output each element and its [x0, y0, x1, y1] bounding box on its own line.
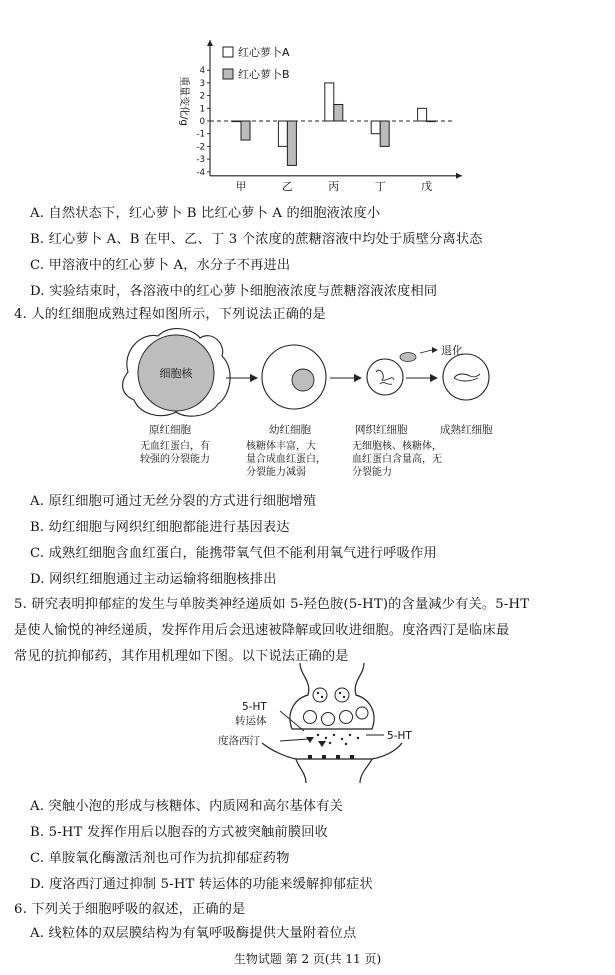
- y-axis-arrow: [207, 40, 213, 46]
- transporter-label-2: 转运体: [235, 715, 267, 727]
- bar: [278, 121, 287, 146]
- q3-option-d: D. 实验结束时，各溶液中的红心萝卜细胞液浓度与蔗糖溶液浓度相同: [30, 284, 438, 299]
- desc-reticulocyte: 无细胞核、核糖体， 血红蛋白含量高，无 分裂能力: [352, 441, 442, 478]
- x-tick-label: 乙: [281, 179, 293, 193]
- cell-label-reticulocyte: 网织红细胞: [355, 424, 408, 436]
- q3-option-a: A. 自然状态下，红心萝卜 B 比红心萝卜 A 的细胞液浓度小: [30, 206, 381, 221]
- synapse-diagram: [0, 655, 615, 785]
- y-tick-label: -3: [196, 155, 205, 166]
- x-axis-arrow: [456, 173, 462, 179]
- desc-erythroblast: 核糖体丰富，大 量合成血红蛋白， 分裂能力减弱: [246, 441, 326, 478]
- expelled-nucleus: [400, 353, 416, 362]
- q6-option-a: A. 线粒体的双层膜结构为有氧呼吸酶提供大量附着位点: [30, 926, 357, 941]
- desc-proerythroblast: 无血红蛋白，有 较强的分裂能力: [140, 441, 210, 465]
- q5-option-a: A. 突触小泡的形成与核糖体、内质网和高尔基体有关: [30, 799, 344, 814]
- nucleus-label: 细胞核: [159, 367, 193, 380]
- q5-stem-line-2: 是使人愉悦的神经递质，发挥作用后会迅速被降解或回收进细胞。度洛西汀是临床最: [14, 623, 510, 638]
- bar: [325, 83, 334, 121]
- legend-label: 红心萝卜A: [238, 46, 290, 59]
- q6-stem: 6. 下列关于细胞呼吸的叙述，正确的是: [14, 902, 246, 917]
- cell-label-proerythroblast: 原红细胞: [149, 424, 191, 436]
- q5-option-d: D. 度洛西汀通过抑制 5-HT 转运体的功能来缓解抑郁症状: [30, 877, 373, 892]
- y-tick-label: -4: [196, 167, 205, 178]
- x-tick-label: 丁: [374, 179, 386, 193]
- y-tick-label: 0: [199, 117, 205, 127]
- red-cell-maturation-diagram: [0, 320, 615, 430]
- y-axis-label: 重量变化/g: [178, 76, 189, 126]
- q4-option-c: C. 成熟红细胞含血红蛋白，能携带氧气但不能利用氧气进行呼吸作用: [30, 546, 437, 561]
- legend-swatch: [223, 47, 233, 57]
- y-tick-label: -2: [196, 142, 205, 153]
- x-tick-label: 丙: [328, 179, 340, 193]
- q5-stem-line-1: 5. 研究表明抑郁症的发生与单胺类神经递质如 5-羟色胺(5-HT)的含量减少有关。5-HT: [14, 597, 530, 612]
- legend-label: 红心萝卜B: [238, 68, 290, 81]
- arrow-icon: [432, 347, 438, 353]
- chart-bars: [232, 83, 436, 166]
- bar: [418, 108, 427, 121]
- q4-option-b: B. 幼红细胞与网织红细胞都能进行基因表达: [30, 520, 290, 535]
- chart-legend: [223, 45, 290, 81]
- q5-option-c: C. 单胺氧化酶激活剂也可作为抗抑郁症药物: [30, 851, 290, 866]
- arrow-icon: [354, 374, 362, 382]
- postsynaptic-membrane: [262, 743, 402, 759]
- degeneration-label: 退化: [441, 344, 463, 357]
- duloxetine-label: 度洛西汀: [218, 735, 260, 747]
- duloxetine-marker: [306, 737, 314, 743]
- 5ht-label: 5-HT: [387, 730, 412, 742]
- synaptic-vesicles: [304, 688, 369, 726]
- bar: [427, 121, 436, 122]
- page-footer: 生物试题 第 2 页(共 11 页): [233, 952, 382, 966]
- q4-stem: 4. 人的红细胞成熟过程如图所示，下列说法正确的是: [14, 307, 326, 322]
- bar: [232, 121, 241, 122]
- mature-rbc: [443, 354, 489, 400]
- q5-stem-line-3: 常见的抗抑郁药，其作用机理如下图。以下说法正确的是: [14, 649, 349, 664]
- q3-option-b: B. 红心萝卜 A、B 在甲、乙、丁 3 个浓度的蔗糖溶液中均处于质壁分离状态: [30, 232, 483, 247]
- bar: [334, 104, 343, 121]
- erythroblast-nucleus: [292, 369, 314, 391]
- x-tick-label: 戊: [421, 179, 433, 193]
- reticulocyte-cell: [367, 359, 403, 395]
- q5-option-b: B. 5-HT 发挥作用后以胞吞的方式被突触前膜回收: [30, 825, 328, 840]
- cell-label-erythroblast: 幼红细胞: [269, 424, 311, 436]
- cell-label-mature-rbc: 成熟红细胞: [440, 424, 493, 436]
- bar: [371, 121, 380, 134]
- y-tick-label: 2: [199, 91, 205, 102]
- q3-option-c: C. 甲溶液中的红心萝卜 A，水分子不再进出: [30, 258, 291, 273]
- y-tick-label: 4: [199, 66, 205, 77]
- transporter-label-1: 5-HT: [242, 701, 267, 713]
- chart-labels: [178, 66, 432, 193]
- x-tick-label: 甲: [235, 179, 247, 193]
- bar-chart: [0, 0, 615, 200]
- q4-option-a: A. 原红细胞可通过无丝分裂的方式进行细胞增殖: [30, 494, 317, 509]
- y-tick-label: 3: [199, 78, 205, 89]
- bar: [241, 121, 250, 140]
- arrow-icon: [250, 374, 258, 382]
- y-tick-label: -1: [196, 129, 205, 140]
- arrow-icon: [430, 374, 438, 382]
- legend-swatch: [223, 69, 233, 79]
- y-tick-label: 1: [199, 104, 205, 115]
- bar: [287, 121, 296, 165]
- bar: [380, 121, 389, 146]
- q4-option-d: D. 网织红细胞通过主动运输将细胞核排出: [30, 572, 277, 587]
